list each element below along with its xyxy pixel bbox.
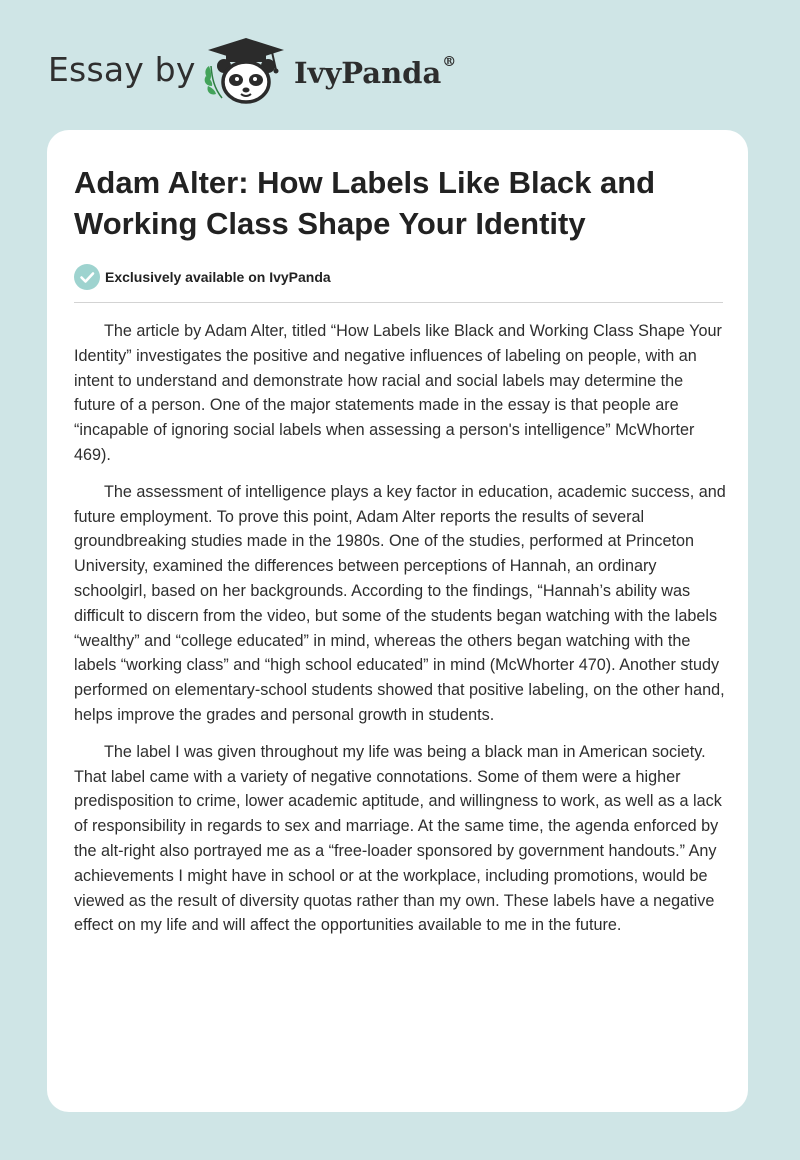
essay-by-label: Essay by (48, 50, 196, 89)
check-circle-icon (74, 264, 100, 290)
registered-mark: ® (442, 54, 457, 70)
essay-body (74, 319, 726, 950)
brand-text: IvyPanda (294, 56, 442, 90)
panda-graduate-icon[interactable] (202, 36, 288, 108)
divider (74, 302, 723, 303)
page-title: Adam Alter: How Labels Like Black and Working Class Shape Your Identity (74, 165, 656, 241)
exclusive-badge (74, 264, 331, 290)
site-header (48, 36, 508, 106)
paragraph-1: The article by Adam Alter, titled “How Labels like Black and Working Class Shape Your Identity” investigates the positive and negative influences of labeling on people, with an intent to understand and demonstrate how racial and social labels may determine the future of a person. One of the major statements made in the essay is that people are “incapable of ignoring social labels when assessing a person's intelligence” McWhorter 469). (74, 322, 722, 464)
paragraph-2: The assessment of intelligence plays a key factor in education, academic success, and future employment. To prove this point, Adam Alter reports the results of several groundbreaking studies made in the 1980s. One of the studies, performed at Princeton University, examined the differences between perceptions of Hannah, an ordinary schoolgirl, based on her backgrounds. According to the findings, “Hannah’s ability was difficult to discern from the video, but some of the students began watching with the labels “wealthy” and “college educated” in mind, whereas the others began watching with the labels “working class” and “high school educated” in mind (McWhorter 470). Another study performed on elementary-school students showed that positive labeling, on the other hand, helps improve the grades and personal growth in students. (74, 482, 726, 724)
paragraph-3: The label I was given throughout my life was being a black man in American society. That label came with a variety of negative connotations. Some of them were a higher predisposition to crime, lower academic aptitude, and willingness to work, as well as a lack of responsibility in regards to sex and marriage. At the same time, the agenda enforced by the alt-right also portrayed me as a “free-loader sponsored by government handouts.” Any achievements I might have in school or at the workplace, including promotions, would be viewed as the result of diversity quotas rather than my own. These labels have a negative effect on my life and will affect the opportunities available to me in the future. (74, 742, 722, 935)
exclusive-label: Exclusively available on IvyPanda (105, 269, 331, 285)
essay-card (47, 130, 748, 1112)
brand-name[interactable] (294, 56, 456, 90)
